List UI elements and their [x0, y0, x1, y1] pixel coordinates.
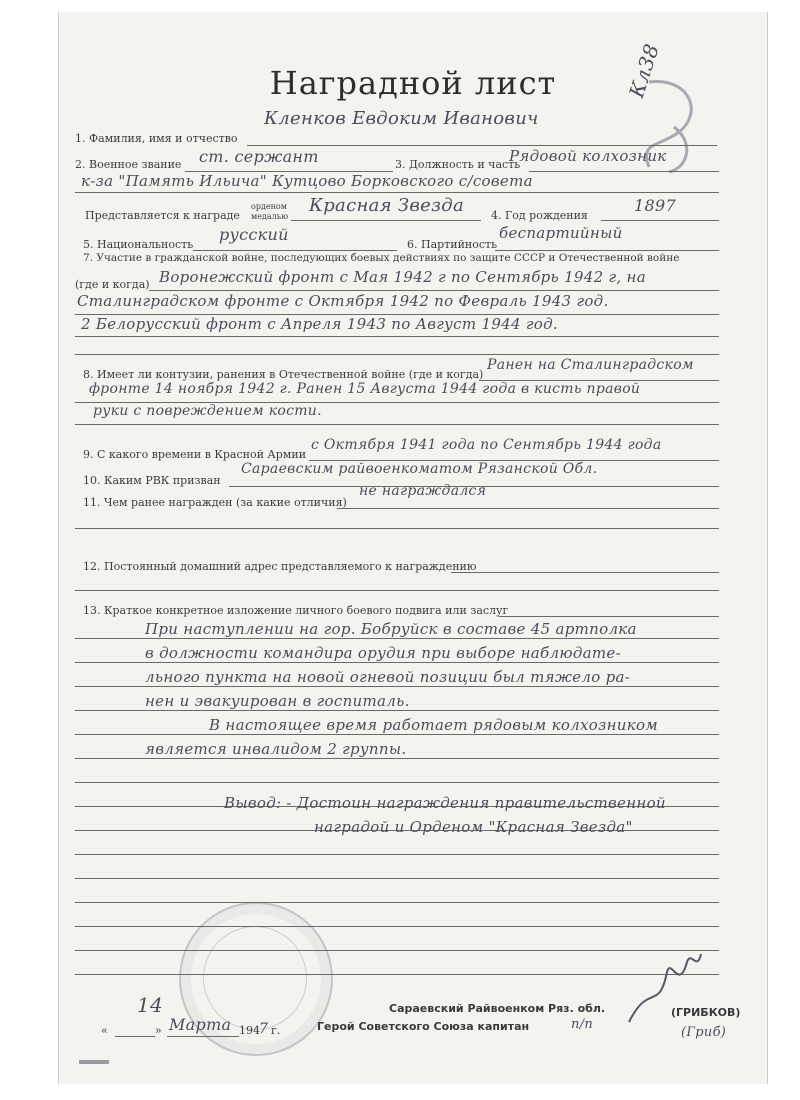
rvk-value: Сараевским райвоенкоматом Рязанской Обл. [241, 461, 598, 477]
date-open-quote: « [101, 1024, 108, 1037]
q2-label: 2. Военное звание [75, 158, 182, 171]
corner-mark: Кл38 [624, 40, 664, 101]
document-title: Наградной лист [269, 64, 557, 102]
service-since-value: с Октября 1941 года по Сентябрь 1944 года [311, 437, 662, 453]
q3-line [529, 171, 719, 172]
margin-mark [79, 1060, 109, 1064]
previous-awards-value: не награждался [359, 483, 487, 499]
q5-line [193, 250, 397, 251]
hero-line: Герой Советского Союза капитан [317, 1020, 530, 1033]
footer-month: Марта [169, 1015, 232, 1034]
feat-line-1: При наступлении на гор. Бобруйск в составе 45 артполка [145, 620, 637, 638]
wounds-line-3: руки с повреждением кости. [93, 403, 322, 419]
q13-line-2 [75, 662, 719, 663]
q5-label: 5. Национальность [83, 238, 194, 251]
feat-line-3: льного пункта на новой огневой позиции был тяжело ра- [145, 668, 631, 686]
q7-line-3 [75, 336, 719, 337]
position-value: Рядовой колхозник [509, 147, 667, 165]
footer-year-suffix: 7 [259, 1021, 269, 1037]
order-word: орденом [251, 202, 287, 211]
q13-line-4 [75, 710, 719, 711]
q4-label: 4. Год рождения [491, 209, 588, 222]
q7-where-label: (где и когда) [75, 278, 150, 291]
name-value: Кленков Евдоким Иванович [264, 108, 539, 129]
birth-year-value: 1897 [634, 196, 676, 215]
participation-line-3: 2 Белорусский фронт с Апреля 1943 по Август 1944 год. [81, 315, 559, 333]
q13-line-3 [75, 686, 719, 687]
month-line [167, 1036, 239, 1037]
q11-line-2 [75, 528, 719, 529]
q13-line-13 [75, 926, 719, 927]
q10-label: 10. Каким РВК призван [83, 474, 221, 487]
q6-line [495, 250, 719, 251]
wounds-line-2: фронте 14 ноября 1942 г. Ранен 15 Августа 1944 года в кисть правой [89, 381, 641, 397]
unit-value: к-за "Память Ильича" Кутцово Борковского с/совета [81, 172, 533, 190]
conclusion-line-1: Вывод: - Достоин награждения правительственной [224, 794, 666, 812]
feat-line-5: В настоящее время работает рядовым колхозником [209, 716, 659, 734]
feat-line-2: в должности командира орудия при выборе наблюдате- [145, 644, 621, 662]
q12-line [451, 572, 719, 573]
award-value: Красная Звезда [309, 195, 464, 216]
q7-line-1 [149, 290, 719, 291]
q13-line-11 [75, 878, 719, 879]
q4-line [601, 220, 719, 221]
party-value: беспартийный [499, 224, 623, 242]
signature-name: (ГРИБКОВ) [671, 1006, 741, 1019]
q13-line-12 [75, 902, 719, 903]
q3-label: 3. Должность и часть [395, 158, 521, 171]
participation-line-1: Воронежский фронт с Мая 1942 г по Сентябрь 1942 г, на [159, 268, 646, 286]
medal-word: медалью [251, 212, 289, 221]
wounds-line-1: Ранен на Сталинградском [487, 357, 694, 373]
q13-line-7 [75, 782, 719, 783]
q12-line-2 [75, 590, 719, 591]
unit-line [75, 192, 719, 193]
signature-note: (Гриб) [681, 1025, 727, 1040]
feat-line-4: нен и эвакуирован в госпиталь. [145, 692, 410, 710]
q9-label: 9. С какого времени в Красной Армии [83, 448, 307, 461]
q12-label: 12. Постоянный домашний адрес представляемого к награждению [83, 560, 477, 573]
q13-line-10 [75, 854, 719, 855]
q6-label: 6. Партийность [407, 238, 498, 251]
q13-line-1 [75, 638, 719, 639]
award-sheet [58, 12, 768, 1084]
commissar-line: Сараевский Райвоенком Ряз. обл. [389, 1002, 606, 1015]
q13-line [499, 616, 719, 617]
participation-line-2: Сталинградском фронте с Октября 1942 по Февраль 1943 год. [77, 292, 609, 310]
q1-line [247, 145, 717, 146]
q13-label: 13. Краткое конкретное изложение личного боевого подвига или заслуг [83, 604, 509, 617]
award-line [291, 220, 481, 221]
corner-scribble [619, 72, 709, 182]
signature-hw: п/п [571, 1017, 594, 1032]
rank-value: ст. сержант [199, 147, 319, 166]
nationality-value: русский [219, 225, 289, 244]
conclusion-line-2: наградой и Орденом "Красная Звезда" [314, 818, 633, 836]
q8-line-3 [75, 424, 719, 425]
date-close-quote: » [155, 1024, 162, 1037]
q8-label: 8. Имеет ли контузии, ранения в Отечественной войне (где и когда) [83, 368, 484, 381]
presented-label: Представляется к награде [85, 209, 240, 222]
q7-label: 7. Участие в гражданской войне, последующих боевых действиях по защите СССР и Отечественной войне [83, 252, 680, 264]
feat-line-6: является инвалидом 2 группы. [145, 740, 407, 758]
q13-line-6 [75, 758, 719, 759]
day-line [115, 1036, 155, 1037]
footer-year-unit: г. [271, 1024, 281, 1037]
footer-day: 14 [137, 993, 164, 1017]
q1-label: 1. Фамилия, имя и отчество [75, 132, 238, 145]
footer-year-prefix: 194 [239, 1024, 260, 1037]
q11-label: 11. Чем ранее награжден (за какие отличия) [83, 496, 347, 509]
q13-line-5 [75, 734, 719, 735]
q8-pre-line [75, 354, 719, 355]
q11-line [337, 508, 719, 509]
